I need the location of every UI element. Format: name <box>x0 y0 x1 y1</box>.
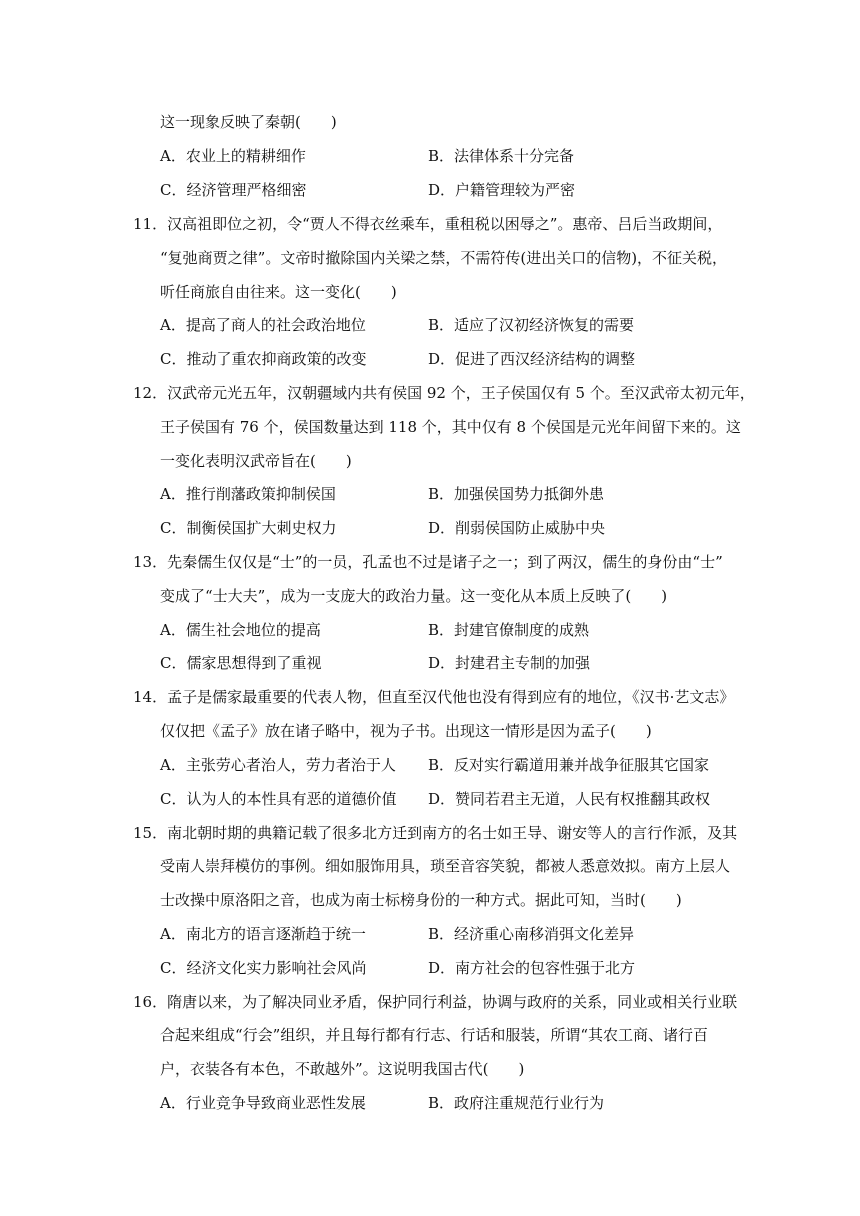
q16-stem-line-3: 户，衣装各有本色，不敢越外”。这说明我国古代( ) <box>160 1060 525 1078</box>
q13-option-b: B．封建官僚制度的成熟 <box>428 621 590 639</box>
q12-stem-line-3: 一变化表明汉武帝旨在( ) <box>160 452 352 470</box>
q15-stem-line-3: 士改操中原洛阳之音，也成为南士标榜身份的一种方式。据此可知，当时( ) <box>160 891 682 909</box>
q10-option-d: D．户籍管理较为严密 <box>428 181 576 199</box>
q11-option-a: A．提高了商人的社会政治地位 <box>160 316 366 334</box>
q13-option-a: A．儒生社会地位的提高 <box>160 621 321 639</box>
q13-option-d: D．封建君主专制的加强 <box>428 654 591 672</box>
q11-option-d: D．促进了西汉经济结构的调整 <box>428 350 636 368</box>
q13-option-c: C．儒家思想得到了重视 <box>160 654 322 672</box>
q15-stem-line-1: 15．南北朝时期的典籍记载了很多北方迁到南方的名士如王导、谢安等人的言行作派，及其 <box>133 824 738 842</box>
q12-option-b: B．加强侯国势力抵御外患 <box>428 485 605 503</box>
q15-option-d: D．南方社会的包容性强于北方 <box>428 959 636 977</box>
q16-stem-line-2: 合起来组成“行会”组织，并且每行都有行志、行话和服装，所谓“其农工商、诸行百 <box>160 1026 709 1044</box>
q11-stem-line-2: “复弛商贾之律”。文帝时撤除国内关梁之禁，不需符传(进出关口的信物)，不征关税， <box>160 249 728 267</box>
q12-option-a: A．推行削藩政策抑制侯国 <box>160 485 336 503</box>
q13-stem-line-1: 13．先秦儒生仅仅是“士”的一员，孔孟也不过是诸子之一；到了两汉，儒生的身份由“士” <box>133 553 723 571</box>
q14-option-d: D．赞同若君主无道，人民有权推翻其政权 <box>428 790 711 808</box>
q12-option-c: C．制衡侯国扩大刺史权力 <box>160 519 337 537</box>
q14-option-b: B．反对实行霸道用兼并战争征服其它国家 <box>428 756 710 774</box>
q11-stem-line-1: 11．汉高祖即位之初，令“贾人不得衣丝乘车，重租税以困辱之”。惠帝、吕后当政期间， <box>133 215 723 233</box>
q11-option-c: C．推动了重农抑商政策的改变 <box>160 350 367 368</box>
q12-option-d: D．削弱侯国防止威胁中央 <box>428 519 606 537</box>
q16-option-a: A．行业竞争导致商业恶性发展 <box>160 1094 366 1112</box>
q10-option-a: A．农业上的精耕细作 <box>160 147 306 165</box>
q15-option-a: A．南北方的语言逐渐趋于统一 <box>160 925 366 943</box>
q10-option-b: B．法律体系十分完备 <box>428 147 575 165</box>
q16-option-b: B．政府注重规范行业行为 <box>428 1094 605 1112</box>
q10-option-c: C．经济管理严格细密 <box>160 181 307 199</box>
q13-stem-line-2: 变成了“士大夫”，成为一支庞大的政治力量。这一变化从本质上反映了( ) <box>160 587 668 605</box>
q14-option-a: A．主张劳心者治人，劳力者治于人 <box>160 756 396 774</box>
q15-option-b: B．经济重心南移消弭文化差异 <box>428 925 635 943</box>
q15-option-c: C．经济文化实力影响社会风尚 <box>160 959 367 977</box>
q11-stem-line-3: 听任商旅自由往来。这一变化( ) <box>160 283 397 301</box>
q15-stem-line-2: 受南人崇拜模仿的事例。细如服饰用具，琐至音容笑貌，都被人悉意效拟。南方上层人 <box>160 857 731 875</box>
q12-stem-line-1: 12．汉武帝元光五年，汉朝疆域内共有侯国 92 个，王子侯国仅有 5 个。至汉武帝太初元年， <box>133 384 755 402</box>
q14-stem-line-2: 仅仅把《孟子》放在诸子略中，视为子书。出现这一情形是因为孟子( ) <box>160 722 652 740</box>
q14-stem-line-1: 14．孟子是儒家最重要的代表人物，但直至汉代他也没有得到应有的地位，《汉书·艺文志》 <box>133 688 735 706</box>
q12-stem-line-2: 王子侯国有 76 个，侯国数量达到 118 个，其中仅有 8 个侯国是元光年间留下来的。这 <box>160 418 741 436</box>
q11-option-b: B．适应了汉初经济恢复的需要 <box>428 316 635 334</box>
q14-option-c: C．认为人的本性具有恶的道德价值 <box>160 790 397 808</box>
q10-stem-tail: 这一现象反映了秦朝( ) <box>160 113 337 131</box>
q16-stem-line-1: 16．隋唐以来，为了解决同业矛盾，保护同行利益，协调与政府的关系，同业或相关行业联 <box>133 993 738 1011</box>
